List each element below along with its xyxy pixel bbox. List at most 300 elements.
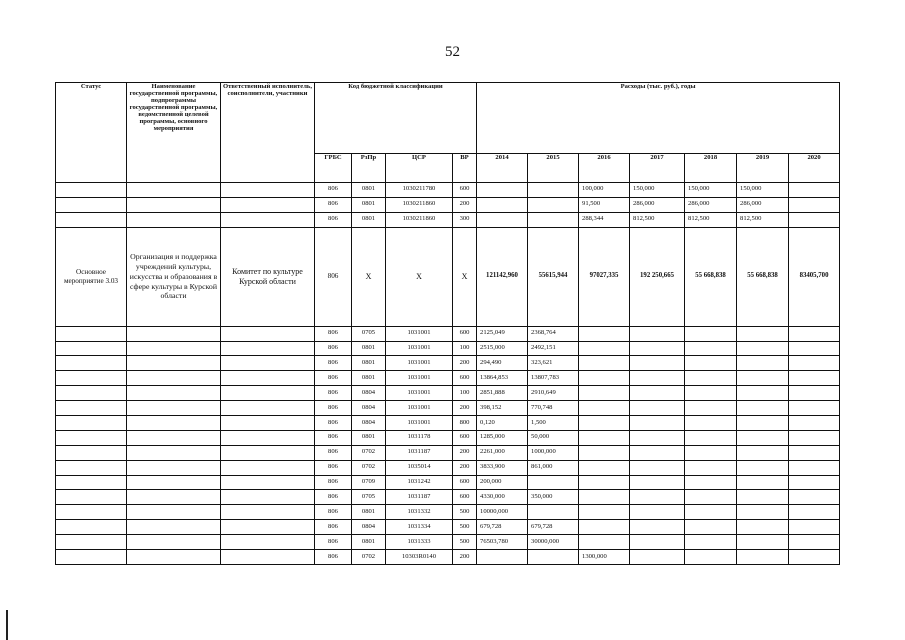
table-row <box>56 326 840 341</box>
expense-cell <box>737 430 789 445</box>
expense-cell <box>579 445 630 460</box>
status-cell <box>56 183 127 198</box>
table-row <box>56 341 840 356</box>
expense-cell <box>737 490 789 505</box>
expense-cell <box>789 460 840 475</box>
expense-cell <box>630 490 685 505</box>
expense-cell: 288,344 <box>579 212 630 227</box>
rzpr-cell: 0801 <box>352 371 386 386</box>
rzpr-cell: 0801 <box>352 356 386 371</box>
main-rzpr-cell: Х <box>352 227 386 326</box>
expense-cell: 1285,000 <box>477 430 528 445</box>
table-row <box>56 197 840 212</box>
name-cell <box>127 475 221 490</box>
expense-cell <box>477 212 528 227</box>
name-cell <box>127 505 221 520</box>
responsible-cell <box>221 401 315 416</box>
expense-cell: 13864,853 <box>477 371 528 386</box>
expense-cell <box>737 416 789 431</box>
expense-cell <box>789 356 840 371</box>
grbs-cell: 806 <box>315 356 352 371</box>
main-expense-cell: 97027,335 <box>579 227 630 326</box>
status-cell <box>56 550 127 565</box>
status-cell <box>56 341 127 356</box>
expense-cell: 10000,000 <box>477 505 528 520</box>
rzpr-cell: 0804 <box>352 520 386 535</box>
expense-cell <box>685 520 737 535</box>
csr-cell: 1031001 <box>386 416 453 431</box>
expense-cell <box>737 341 789 356</box>
expense-cell <box>528 550 579 565</box>
rzpr-cell: 0702 <box>352 550 386 565</box>
rzpr-cell: 0801 <box>352 212 386 227</box>
vr-cell: 200 <box>453 401 477 416</box>
rzpr-cell: 0801 <box>352 341 386 356</box>
expense-cell <box>528 505 579 520</box>
status-cell <box>56 490 127 505</box>
status-cell <box>56 505 127 520</box>
status-cell <box>56 326 127 341</box>
expense-cell <box>579 490 630 505</box>
status-cell <box>56 212 127 227</box>
expense-cell: 679,728 <box>528 520 579 535</box>
vr-cell: 600 <box>453 371 477 386</box>
table-row <box>56 490 840 505</box>
grbs-cell: 806 <box>315 326 352 341</box>
expense-cell <box>579 430 630 445</box>
grbs-cell: 806 <box>315 197 352 212</box>
responsible-cell <box>221 341 315 356</box>
name-cell <box>127 341 221 356</box>
responsible-cell <box>221 183 315 198</box>
expense-cell <box>737 445 789 460</box>
main-event-row <box>56 227 840 326</box>
expense-cell <box>685 356 737 371</box>
table-row <box>56 505 840 520</box>
expense-cell: 0,120 <box>477 416 528 431</box>
expense-cell <box>630 326 685 341</box>
rzpr-cell: 0709 <box>352 475 386 490</box>
expense-cell <box>685 401 737 416</box>
responsible-cell <box>221 445 315 460</box>
header-expenses: Расходы (тыс. руб.), годы <box>477 83 840 154</box>
expense-cell: 398,152 <box>477 401 528 416</box>
rzpr-cell: 0705 <box>352 490 386 505</box>
grbs-cell: 806 <box>315 550 352 565</box>
header-grbs: ГРБС <box>315 154 352 183</box>
expense-cell <box>630 430 685 445</box>
vr-cell: 600 <box>453 183 477 198</box>
table-row <box>56 371 840 386</box>
expense-cell: 286,000 <box>737 197 789 212</box>
expense-cell <box>737 475 789 490</box>
main-expense-cell: 55615,944 <box>528 227 579 326</box>
vr-cell: 600 <box>453 326 477 341</box>
expense-cell <box>630 371 685 386</box>
responsible-cell <box>221 212 315 227</box>
expense-cell <box>630 356 685 371</box>
header-year: 2019 <box>737 154 789 183</box>
expense-cell: 3833,900 <box>477 460 528 475</box>
main-name-cell: Организация и поддержка учреждений культуры, искусства и образования в сфере культуры в Курской области <box>127 227 221 326</box>
status-cell <box>56 401 127 416</box>
responsible-cell <box>221 535 315 550</box>
grbs-cell: 806 <box>315 490 352 505</box>
name-cell <box>127 183 221 198</box>
grbs-cell: 806 <box>315 401 352 416</box>
expense-cell <box>685 505 737 520</box>
expense-cell <box>579 416 630 431</box>
rzpr-cell: 0804 <box>352 401 386 416</box>
rzpr-cell: 0801 <box>352 197 386 212</box>
main-csr-cell: Х <box>386 227 453 326</box>
expense-cell <box>737 535 789 550</box>
table-row <box>56 386 840 401</box>
grbs-cell: 806 <box>315 460 352 475</box>
expense-cell <box>579 460 630 475</box>
expense-cell: 812,500 <box>737 212 789 227</box>
expense-cell: 150,000 <box>685 183 737 198</box>
name-cell <box>127 401 221 416</box>
expense-cell <box>789 445 840 460</box>
expense-cell: 679,728 <box>477 520 528 535</box>
expense-cell: 2261,000 <box>477 445 528 460</box>
header-year: 2018 <box>685 154 737 183</box>
name-cell <box>127 460 221 475</box>
vr-cell: 600 <box>453 475 477 490</box>
main-expense-cell: 55 668,838 <box>685 227 737 326</box>
expense-cell: 1000,000 <box>528 445 579 460</box>
expense-cell <box>630 520 685 535</box>
expense-cell: 2125,049 <box>477 326 528 341</box>
expense-cell <box>579 326 630 341</box>
expense-cell: 150,000 <box>630 183 685 198</box>
vr-cell: 500 <box>453 505 477 520</box>
expense-cell <box>579 505 630 520</box>
vr-cell: 200 <box>453 550 477 565</box>
page-number: 52 <box>445 44 460 60</box>
csr-cell: 1031001 <box>386 371 453 386</box>
grbs-cell: 806 <box>315 535 352 550</box>
vr-cell: 200 <box>453 356 477 371</box>
vr-cell: 200 <box>453 460 477 475</box>
expense-cell <box>630 535 685 550</box>
expense-cell: 2851,888 <box>477 386 528 401</box>
status-cell <box>56 520 127 535</box>
header-year: 2015 <box>528 154 579 183</box>
responsible-cell <box>221 326 315 341</box>
responsible-cell <box>221 460 315 475</box>
expense-cell: 294,490 <box>477 356 528 371</box>
expense-cell <box>789 505 840 520</box>
csr-cell: 1031333 <box>386 535 453 550</box>
expense-cell: 2910,649 <box>528 386 579 401</box>
main-expense-cell: 192 250,665 <box>630 227 685 326</box>
grbs-cell: 806 <box>315 212 352 227</box>
expense-cell <box>685 341 737 356</box>
rzpr-cell: 0801 <box>352 430 386 445</box>
expense-cell <box>685 535 737 550</box>
expense-cell <box>789 197 840 212</box>
responsible-cell <box>221 197 315 212</box>
expense-cell <box>630 416 685 431</box>
table-row <box>56 445 840 460</box>
expense-cell <box>630 460 685 475</box>
status-cell <box>56 430 127 445</box>
grbs-cell: 806 <box>315 445 352 460</box>
csr-cell: 1031334 <box>386 520 453 535</box>
name-cell <box>127 445 221 460</box>
rzpr-cell: 0801 <box>352 505 386 520</box>
expense-cell <box>630 386 685 401</box>
expense-cell <box>789 341 840 356</box>
expense-cell <box>685 490 737 505</box>
header-responsible: Ответственный исполнитель, соисполнители, участники <box>221 83 315 183</box>
expense-cell <box>579 341 630 356</box>
expense-cell <box>789 401 840 416</box>
vr-cell: 500 <box>453 520 477 535</box>
expense-cell: 812,500 <box>630 212 685 227</box>
status-cell <box>56 535 127 550</box>
csr-cell: 1031187 <box>386 490 453 505</box>
name-cell <box>127 386 221 401</box>
responsible-cell <box>221 386 315 401</box>
expense-cell: 2492,151 <box>528 341 579 356</box>
status-cell <box>56 475 127 490</box>
expense-cell <box>789 490 840 505</box>
expense-cell: 30000,000 <box>528 535 579 550</box>
expense-cell <box>528 197 579 212</box>
expense-cell <box>737 460 789 475</box>
expense-cell <box>477 550 528 565</box>
expense-cell <box>737 520 789 535</box>
expense-cell <box>737 505 789 520</box>
expense-cell: 812,500 <box>685 212 737 227</box>
grbs-cell: 806 <box>315 183 352 198</box>
responsible-cell <box>221 520 315 535</box>
name-cell <box>127 197 221 212</box>
vr-cell: 200 <box>453 197 477 212</box>
grbs-cell: 806 <box>315 505 352 520</box>
expense-cell <box>579 475 630 490</box>
expense-cell: 200,000 <box>477 475 528 490</box>
rzpr-cell: 0804 <box>352 386 386 401</box>
expense-cell <box>528 475 579 490</box>
name-cell <box>127 212 221 227</box>
csr-cell: 1035014 <box>386 460 453 475</box>
expense-cell <box>685 416 737 431</box>
name-cell <box>127 430 221 445</box>
table-row <box>56 183 840 198</box>
table-row <box>56 430 840 445</box>
expense-cell: 286,000 <box>685 197 737 212</box>
table-row <box>56 460 840 475</box>
main-vr-cell: Х <box>453 227 477 326</box>
expense-cell <box>579 535 630 550</box>
vr-cell: 300 <box>453 212 477 227</box>
expense-cell: 323,621 <box>528 356 579 371</box>
expense-cell <box>528 183 579 198</box>
grbs-cell: 806 <box>315 371 352 386</box>
status-cell <box>56 356 127 371</box>
expense-cell <box>630 505 685 520</box>
header-name: Наименование государственной программы, подпрограммы государственной программы, ведомственной целевой программы, основного мероприятия <box>127 83 221 183</box>
responsible-cell <box>221 505 315 520</box>
csr-cell: 1030211860 <box>386 212 453 227</box>
header-year: 2017 <box>630 154 685 183</box>
expense-cell: 350,000 <box>528 490 579 505</box>
expense-cell <box>789 386 840 401</box>
csr-cell: 1031001 <box>386 356 453 371</box>
expense-cell <box>630 445 685 460</box>
csr-cell: 1031001 <box>386 326 453 341</box>
name-cell <box>127 356 221 371</box>
status-cell <box>56 445 127 460</box>
expense-cell: 4330,000 <box>477 490 528 505</box>
expense-cell <box>789 520 840 535</box>
expense-cell <box>685 371 737 386</box>
table-row <box>56 356 840 371</box>
budget-table <box>55 82 840 565</box>
expense-cell <box>685 475 737 490</box>
csr-cell: 1031332 <box>386 505 453 520</box>
header-vr: ВР <box>453 154 477 183</box>
csr-cell: 1031001 <box>386 401 453 416</box>
rzpr-cell: 0801 <box>352 183 386 198</box>
responsible-cell <box>221 490 315 505</box>
csr-cell: 1030211860 <box>386 197 453 212</box>
expense-cell <box>789 326 840 341</box>
vr-cell: 200 <box>453 445 477 460</box>
table-row <box>56 401 840 416</box>
responsible-cell <box>221 371 315 386</box>
expense-cell: 2515,000 <box>477 341 528 356</box>
expense-cell <box>685 550 737 565</box>
expense-cell <box>685 386 737 401</box>
expense-cell: 100,000 <box>579 183 630 198</box>
expense-cell <box>630 475 685 490</box>
csr-cell: 1030211780 <box>386 183 453 198</box>
csr-cell: 1031187 <box>386 445 453 460</box>
vr-cell: 600 <box>453 490 477 505</box>
grbs-cell: 806 <box>315 475 352 490</box>
expense-cell <box>737 371 789 386</box>
expense-cell <box>789 550 840 565</box>
grbs-cell: 806 <box>315 386 352 401</box>
expense-cell <box>477 183 528 198</box>
name-cell <box>127 326 221 341</box>
rzpr-cell: 0705 <box>352 326 386 341</box>
vr-cell: 800 <box>453 416 477 431</box>
expense-cell: 91,500 <box>579 197 630 212</box>
table-row <box>56 520 840 535</box>
header-rzpr: РзПр <box>352 154 386 183</box>
expense-cell <box>789 371 840 386</box>
expense-cell: 150,000 <box>737 183 789 198</box>
table-row <box>56 475 840 490</box>
expense-cell <box>685 326 737 341</box>
status-cell <box>56 416 127 431</box>
name-cell <box>127 416 221 431</box>
expense-cell <box>579 371 630 386</box>
header-status: Статус <box>56 83 127 183</box>
main-responsible-cell: Комитет по культуре Курской области <box>221 227 315 326</box>
main-expense-cell: 83405,700 <box>789 227 840 326</box>
header-year: 2020 <box>789 154 840 183</box>
expense-cell <box>737 550 789 565</box>
grbs-cell: 806 <box>315 341 352 356</box>
expense-cell <box>579 356 630 371</box>
main-expense-cell: 55 668,838 <box>737 227 789 326</box>
header-year: 2016 <box>579 154 630 183</box>
status-cell <box>56 460 127 475</box>
responsible-cell <box>221 416 315 431</box>
expense-cell <box>685 445 737 460</box>
expense-cell <box>789 430 840 445</box>
expense-cell <box>630 341 685 356</box>
expense-cell <box>477 197 528 212</box>
csr-cell: 10303R0140 <box>386 550 453 565</box>
status-cell <box>56 197 127 212</box>
csr-cell: 1031178 <box>386 430 453 445</box>
name-cell <box>127 490 221 505</box>
csr-cell: 1031001 <box>386 386 453 401</box>
rzpr-cell: 0801 <box>352 535 386 550</box>
expense-cell <box>528 212 579 227</box>
grbs-cell: 806 <box>315 416 352 431</box>
expense-cell <box>579 386 630 401</box>
expense-cell <box>737 386 789 401</box>
name-cell <box>127 535 221 550</box>
expense-cell: 76503,780 <box>477 535 528 550</box>
main-grbs-cell: 806 <box>315 227 352 326</box>
vr-cell: 100 <box>453 386 477 401</box>
expense-cell: 1300,000 <box>579 550 630 565</box>
vr-cell: 100 <box>453 341 477 356</box>
expense-cell: 1,500 <box>528 416 579 431</box>
rzpr-cell: 0702 <box>352 460 386 475</box>
vr-cell: 500 <box>453 535 477 550</box>
expense-cell: 50,000 <box>528 430 579 445</box>
main-status-cell: Основное мероприятие 3.03 <box>56 227 127 326</box>
grbs-cell: 806 <box>315 430 352 445</box>
status-cell <box>56 371 127 386</box>
expense-cell <box>789 183 840 198</box>
expense-cell: 861,000 <box>528 460 579 475</box>
responsible-cell <box>221 356 315 371</box>
expense-cell: 13807,783 <box>528 371 579 386</box>
expense-cell <box>789 535 840 550</box>
csr-cell: 1031001 <box>386 341 453 356</box>
expense-cell <box>737 356 789 371</box>
expense-cell <box>685 430 737 445</box>
expense-cell <box>737 326 789 341</box>
table-row <box>56 535 840 550</box>
expense-cell <box>685 460 737 475</box>
expense-cell: 286,000 <box>630 197 685 212</box>
expense-cell <box>630 550 685 565</box>
responsible-cell <box>221 430 315 445</box>
csr-cell: 1031242 <box>386 475 453 490</box>
name-cell <box>127 520 221 535</box>
scan-edge-mark <box>6 610 8 640</box>
responsible-cell <box>221 550 315 565</box>
header-budget-code: Код бюджетной классификации <box>315 83 477 154</box>
name-cell <box>127 371 221 386</box>
header-year: 2014 <box>477 154 528 183</box>
expense-cell <box>630 401 685 416</box>
table-row <box>56 416 840 431</box>
